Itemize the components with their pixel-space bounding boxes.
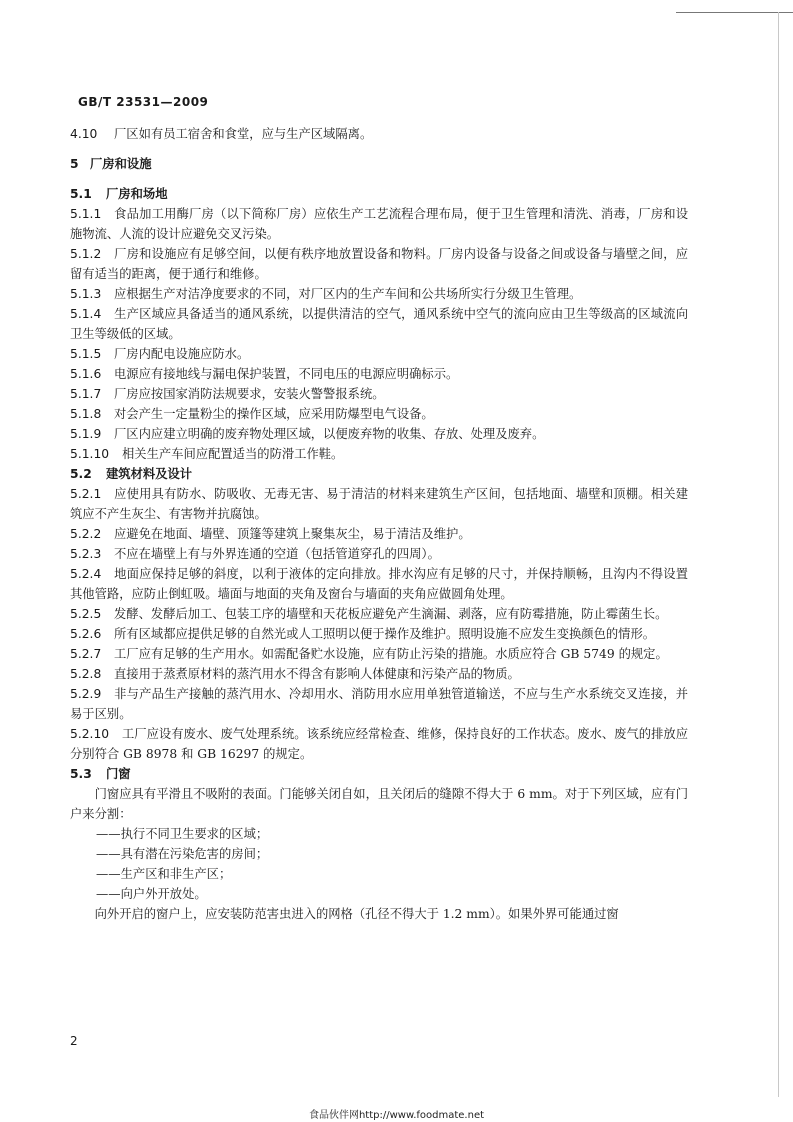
clause-text: 相关生产车间应配置适当的防滑工作鞋。 (122, 447, 344, 461)
clause-5-2-8 (70, 664, 688, 684)
clause-5-1-2 (70, 244, 688, 284)
clause-text: 发酵、发酵后加工、包装工序的墙壁和天花板应避免产生滴漏、剥落，应有防霉措施，防止霉菌生长。 (114, 607, 668, 621)
clause-5-2-2 (70, 524, 688, 544)
clause-number: 5.1.8 (70, 407, 102, 421)
clause-number: 5.1.6 (70, 367, 102, 381)
clause-text: 对会产生一定量粉尘的操作区域，应采用防爆型电气设备。 (114, 407, 434, 421)
clause-number: 5.1.10 (70, 447, 110, 461)
clause-text: 厂房应按国家消防法规要求，安装火警警报系统。 (114, 387, 385, 401)
clause-5-1-5 (70, 344, 688, 364)
clause-number: 5.1.1 (70, 207, 102, 221)
clause-number: 5.1.7 (70, 387, 102, 401)
clause-5-1-6 (70, 364, 688, 384)
clause-5-2-1 (70, 484, 688, 524)
clause-number: 5.2.9 (70, 687, 102, 701)
clause-text: 不应在墙壁上有与外界连通的空道（包括管道穿孔的四周）。 (114, 547, 440, 561)
section-5-2-heading (70, 464, 688, 484)
clause-text: 非与产品生产接触的蒸汽用水、冷却用水、消防用水应用单独管道输送，不应与生产水系统交叉连接，并易于区别。 (70, 687, 688, 721)
clause-text: 厂房内配电设施应防水。 (114, 347, 250, 361)
clause-number: 5.2.10 (70, 727, 110, 741)
clause-text: 直接用于蒸煮原材料的蒸汽用水不得含有影响人体健康和污染产品的物质。 (114, 667, 520, 681)
clause-number: 5.2.6 (70, 627, 102, 641)
standard-code-header: GB/T 23531—2009 (78, 95, 209, 109)
clause-number: 5.1.4 (70, 307, 102, 321)
section-number: 5.2 (70, 467, 92, 481)
clause-text: 厂区如有员工宿舍和食堂，应与生产区域隔离。 (114, 127, 373, 141)
list-item: ——具有潜在污染危害的房间； (96, 847, 269, 861)
page-number: 2 (70, 1034, 78, 1048)
list-item: ——向户外开放处。 (96, 887, 207, 901)
clause-number: 4.10 (70, 127, 98, 141)
clause-number: 5.1.5 (70, 347, 102, 361)
source-footer: 食品伙伴网http://www.foodmate.net (308, 1110, 485, 1121)
doors-windows-intro: 门窗应具有平滑且不吸附的表面。门能够关闭自如，且关闭后的缝隙不得大于 6 mm。对于下列区域，应有门户来分割： (70, 787, 688, 821)
section-number: 5 (70, 157, 79, 171)
document-body (70, 124, 688, 924)
clause-5-2-9 (70, 684, 688, 724)
clause-5-2-10 (70, 724, 688, 764)
scan-corner-line (676, 12, 793, 13)
clause-number: 5.2.5 (70, 607, 102, 621)
clause-text: 食品加工用酶厂房（以下简称厂房）应依生产工艺流程合理布局，便于卫生管理和清洗、消毒，厂房和设施物流、人流的设计应避免交叉污染。 (70, 207, 688, 241)
section-5-heading (70, 154, 688, 174)
clause-number: 5.2.8 (70, 667, 102, 681)
section-title: 门窗 (106, 766, 131, 781)
clause-5-2-4 (70, 564, 688, 604)
clause-text: 所有区域都应提供足够的自然光或人工照明以便于操作及维护。照明设施不应发生变换颜色的情形。 (114, 627, 656, 641)
section-5-1-heading (70, 184, 688, 204)
clause-number: 5.1.3 (70, 287, 102, 301)
clause-5-1-3 (70, 284, 688, 304)
clause-5-1-4 (70, 304, 688, 344)
clause-5-2-5 (70, 604, 688, 624)
clause-number: 5.2.4 (70, 567, 102, 581)
clause-5-1-10 (70, 444, 688, 464)
clause-5-1-7 (70, 384, 688, 404)
clause-text: 应使用具有防水、防吸收、无毒无害、易于清洁的材料来建筑生产区间，包括地面、墙壁和顶棚。相关建筑应不产生灰尘、有害物并抗腐蚀。 (70, 487, 688, 521)
scan-edge-line (778, 12, 779, 1097)
clause-number: 5.2.3 (70, 547, 102, 561)
clause-4-10 (70, 124, 688, 144)
clause-text: 工厂应设有废水、废气处理系统。该系统应经常检查、维修，保持良好的工作状态。废水、废气的排放应分别符合 GB 8978 和 GB 16297 的规定。 (70, 727, 688, 761)
clause-text: 厂区内应建立明确的废弃物处理区域，以便废弃物的收集、存放、处理及废弃。 (114, 427, 545, 441)
clause-number: 5.2.1 (70, 487, 102, 501)
section-title: 建筑材料及设计 (106, 466, 193, 481)
clause-5-2-7 (70, 644, 688, 664)
clause-text: 厂房和设施应有足够空间，以便有秩序地放置设备和物料。厂房内设备与设备之间或设备与墙壁之间，应留有适当的距离，便于通行和维修。 (70, 247, 688, 281)
section-title: 厂房和场地 (106, 186, 168, 201)
clause-5-1-8 (70, 404, 688, 424)
section-5-3-heading (70, 764, 688, 784)
clause-text: 应避免在地面、墙壁、顶篷等建筑上聚集灰尘，易于清洁及维护。 (114, 527, 471, 541)
section-number: 5.3 (70, 767, 92, 781)
windows-mesh-paragraph: 向外开启的窗户上，应安装防范害虫进入的网格（孔径不得大于 1.2 mm）。如果外界可能通过窗 (94, 907, 619, 921)
clause-text: 电源应有接地线与漏电保护装置，不同电压的电源应明确标示。 (114, 367, 459, 381)
clause-number: 5.1.2 (70, 247, 102, 261)
list-item: ——生产区和非生产区； (96, 867, 232, 881)
clause-number: 5.1.9 (70, 427, 102, 441)
clause-text: 生产区域应具备适当的通风系统，以提供清洁的空气，通风系统中空气的流向应由卫生等级高的区域流向卫生等级低的区域。 (70, 307, 688, 341)
clause-text: 地面应保持足够的斜度，以利于液体的定向排放。排水沟应有足够的尺寸，并保持顺畅，且沟内不得设置其他管路，应防止倒虹吸。墙面与地面的夹角及窗台与墙面的夹角应做圆角处理。 (70, 567, 688, 601)
clause-5-1-9 (70, 424, 688, 444)
clause-5-1-1 (70, 204, 688, 244)
clause-text: 工厂应有足够的生产用水。如需配备贮水设施，应有防止污染的措施。水质应符合 GB 5749 的规定。 (114, 647, 668, 661)
section-title: 厂房和设施 (90, 156, 152, 171)
clause-5-2-6 (70, 624, 688, 644)
clause-text: 应根据生产对洁净度要求的不同，对厂区内的生产车间和公共场所实行分级卫生管理。 (114, 287, 582, 301)
clause-number: 5.2.2 (70, 527, 102, 541)
section-number: 5.1 (70, 187, 92, 201)
clause-5-2-3 (70, 544, 688, 564)
clause-number: 5.2.7 (70, 647, 102, 661)
list-item: ——执行不同卫生要求的区域； (96, 827, 269, 841)
